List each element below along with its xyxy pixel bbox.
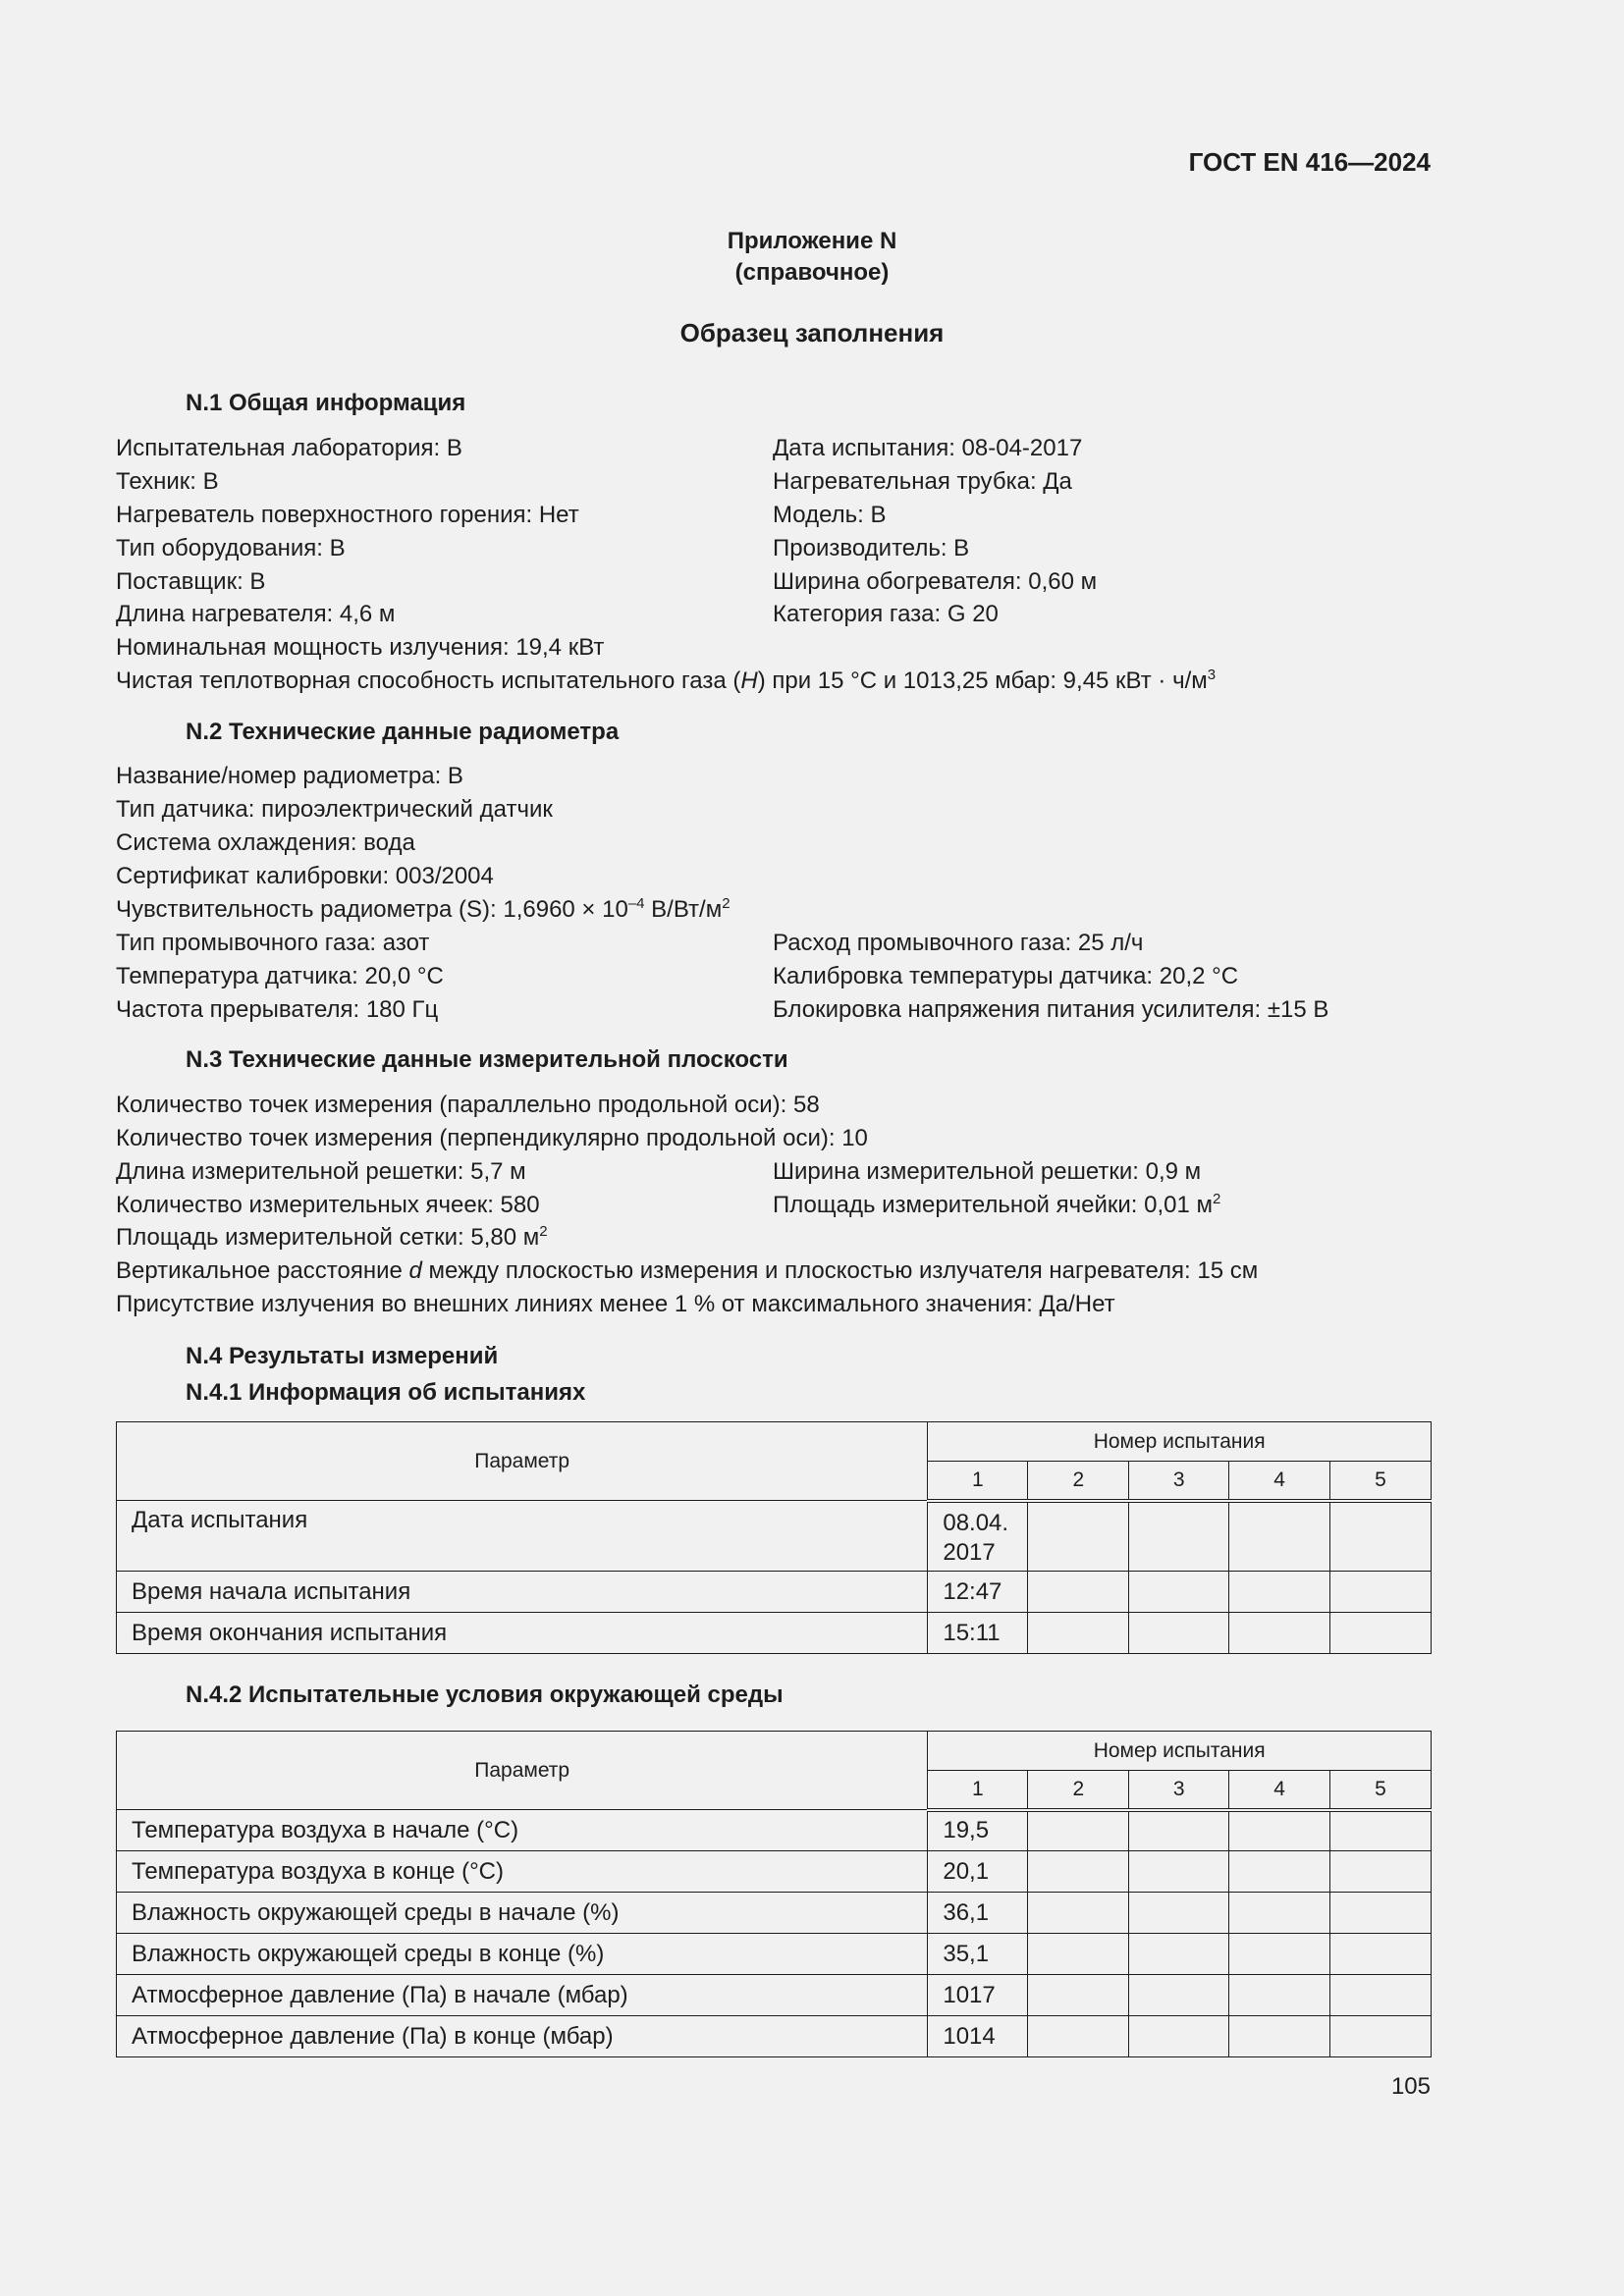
empty-cell [1129, 1501, 1229, 1572]
empty-cell [1229, 1893, 1330, 1934]
field-calibration-certificate: Сертификат калибровки: 003/2004 [116, 863, 494, 889]
field-radiometer-name: Название/номер радиометра: В [116, 763, 463, 789]
row-label: Температура воздуха в конце (°С) [117, 1851, 928, 1893]
cell-value: 08.04. 2017 [928, 1501, 1028, 1572]
cell-value: 12:47 [928, 1572, 1028, 1613]
table-row [117, 1851, 1432, 1893]
cell-value: 36,1 [928, 1893, 1028, 1934]
col-header: 3 [1129, 1462, 1229, 1501]
empty-cell [1330, 1572, 1432, 1613]
field-cell-area: Площадь измерительной ячейки: 0,01 $м^2$ [773, 1191, 1221, 1218]
field-purge-gas: Тип промывочного газа: азот [116, 930, 430, 956]
row-label: Время начала испытания [117, 1572, 928, 1613]
empty-cell [1129, 1851, 1229, 1893]
field-sensor-temperature: Температура датчика: 20,0 °С [116, 963, 444, 989]
empty-cell [1229, 1501, 1330, 1572]
empty-cell [1129, 1613, 1229, 1654]
annex-subtitle: Образец заполнения [679, 318, 945, 347]
empty-cell [1129, 1810, 1229, 1851]
field-gas-category: Категория газа: G 20 [773, 601, 999, 627]
param-header: Параметр [117, 1422, 928, 1501]
empty-cell [1028, 2016, 1129, 2057]
page-number: 105 [1390, 2073, 1431, 2100]
col-header: 5 [1330, 1462, 1432, 1501]
empty-cell [1028, 1851, 1129, 1893]
subsection-heading-n42: N.4.2 Испытательные условия окружающей среды [186, 1682, 784, 1708]
empty-cell [1028, 1613, 1129, 1654]
empty-cell [1330, 2016, 1432, 2057]
table-row [117, 1893, 1432, 1934]
row-label: Влажность окружающей среды в конце (%) [117, 1934, 928, 1975]
row-label: Температура воздуха в начале (°С) [117, 1810, 928, 1851]
field-purge-flow: Расход промывочного газа: 25 л/ч [773, 930, 1144, 956]
empty-cell [1229, 1975, 1330, 2016]
field-heater-length: Длина нагревателя: 4,6 м [116, 601, 396, 627]
col-header: 1 [928, 1771, 1028, 1810]
empty-cell [1229, 1572, 1330, 1613]
field-technician: Техник: В [116, 468, 219, 495]
section-heading-n3: N.3 Технические данные измерительной плоскости [186, 1046, 788, 1073]
subsection-heading-n41: N.4.1 Информация об испытаниях [186, 1379, 586, 1406]
field-grid-length: Длина измерительной решетки: 5,7 м [116, 1158, 526, 1185]
table-row [117, 1810, 1432, 1851]
field-sensor-type: Тип датчика: пироэлектрический датчик [116, 796, 553, 823]
row-label: Время окончания испытания [117, 1613, 928, 1654]
field-nominal-power: Номинальная мощность излучения: 19,4 кВт [116, 634, 605, 661]
annex-kind: (справочное) [734, 259, 890, 286]
field-test-date: Дата испытания: 08-04-2017 [773, 435, 1083, 461]
field-temperature-calibration: Калибровка температуры датчика: 20,2 °С [773, 963, 1239, 989]
table-row [117, 1613, 1432, 1654]
section-heading-n2: N.2 Технические данные радиометра [186, 719, 620, 745]
empty-cell [1229, 1810, 1330, 1851]
empty-cell [1028, 1810, 1129, 1851]
cell-value: 15:11 [928, 1613, 1028, 1654]
table-row [117, 1934, 1432, 1975]
empty-cell [1129, 2016, 1229, 2057]
table-row [117, 1975, 1432, 2016]
cell-value: 35,1 [928, 1934, 1028, 1975]
col-header: 4 [1229, 1771, 1330, 1810]
standard-number: ГОСТ EN 416—2024 [1188, 147, 1431, 177]
empty-cell [1229, 1613, 1330, 1654]
field-cell-count: Количество измерительных ячеек: 580 [116, 1192, 540, 1218]
annex-heading [0, 226, 1624, 289]
test-info-table [116, 1421, 1432, 1654]
empty-cell [1229, 1851, 1330, 1893]
empty-cell [1129, 1572, 1229, 1613]
test-number-header: Номер испытания [928, 1732, 1432, 1771]
empty-cell [1330, 1810, 1432, 1851]
cell-value: 19,5 [928, 1810, 1028, 1851]
field-voltage-lock: Блокировка напряжения питания усилителя: ±15 В [773, 996, 1329, 1023]
field-surface-heater: Нагреватель поверхностного горения: Нет [116, 502, 579, 528]
empty-cell [1330, 1934, 1432, 1975]
col-header: 4 [1229, 1462, 1330, 1501]
field-calorific-value: Чистая теплотворная способность испытательного газа (H) при 15 °C и 1013,25 мбар: 9,45 кВт · $ч/м^3$ [116, 667, 1217, 694]
row-label: Атмосферное давление (Па) в начале (мбар) [117, 1975, 928, 2016]
field-manufacturer: Производитель: В [773, 535, 970, 561]
field-model: Модель: В [773, 502, 887, 528]
field-grid-area: Площадь измерительной сетки: 5,80 $м^2$ [116, 1223, 548, 1251]
empty-cell [1129, 1975, 1229, 2016]
cell-value: 20,1 [928, 1851, 1028, 1893]
empty-cell [1028, 1572, 1129, 1613]
table-row [117, 1501, 1432, 1572]
field-heater-width: Ширина обогревателя: 0,60 м [773, 568, 1098, 595]
empty-cell [1229, 1934, 1330, 1975]
row-label: Дата испытания [117, 1501, 928, 1572]
empty-cell [1028, 1934, 1129, 1975]
empty-cell [1330, 1893, 1432, 1934]
empty-cell [1229, 2016, 1330, 2057]
field-points-perpendicular: Количество точек измерения (перпендикулярно продольной оси): 10 [116, 1125, 868, 1151]
field-radiation-presence: Присутствие излучения во внешних линиях менее 1 % от максимального значения: Да/Нет [116, 1291, 1115, 1317]
field-cooling-system: Система охлаждения: вода [116, 829, 415, 856]
row-label: Атмосферное давление (Па) в конце (мбар) [117, 2016, 928, 2057]
field-equipment-type: Тип оборудования: В [116, 535, 346, 561]
col-header: 5 [1330, 1771, 1432, 1810]
field-sensitivity: Чувствительность радиометра (S): $1,6960 \times 10^{-4}$ $В/Вт/м^2$ [116, 895, 731, 923]
col-header: 2 [1028, 1462, 1129, 1501]
field-lab: Испытательная лаборатория: В [116, 435, 462, 461]
empty-cell [1129, 1893, 1229, 1934]
empty-cell [1330, 1501, 1432, 1572]
annex-title: Приложение N [727, 228, 897, 254]
table-row [117, 2016, 1432, 2057]
empty-cell [1330, 1975, 1432, 2016]
field-grid-width: Ширина измерительной решетки: 0,9 м [773, 1158, 1202, 1185]
param-header: Параметр [117, 1732, 928, 1810]
field-supplier: Поставщик: В [116, 568, 266, 595]
empty-cell [1028, 1893, 1129, 1934]
field-vertical-distance: Вертикальное расстояние d между плоскостью измерения и плоскостью излучателя нагревателя: 15 см [116, 1257, 1259, 1284]
col-header: 2 [1028, 1771, 1129, 1810]
field-points-parallel: Количество точек измерения (параллельно продольной оси): 58 [116, 1092, 820, 1118]
empty-cell [1028, 1975, 1129, 2016]
section-heading-n1: N.1 Общая информация [186, 390, 466, 416]
section-heading-n4: N.4 Результаты измерений [186, 1343, 499, 1369]
col-header: 3 [1129, 1771, 1229, 1810]
row-label: Влажность окружающей среды в начале (%) [117, 1893, 928, 1934]
empty-cell [1330, 1851, 1432, 1893]
col-header: 1 [928, 1462, 1028, 1501]
empty-cell [1330, 1613, 1432, 1654]
test-number-header: Номер испытания [928, 1422, 1432, 1462]
empty-cell [1129, 1934, 1229, 1975]
table-row [117, 1572, 1432, 1613]
ambient-conditions-table [116, 1731, 1432, 2057]
empty-cell [1028, 1501, 1129, 1572]
cell-value: 1017 [928, 1975, 1028, 2016]
field-chopper-frequency: Частота прерывателя: 180 Гц [116, 996, 439, 1023]
field-heating-tube: Нагревательная трубка: Да [773, 468, 1072, 495]
cell-value: 1014 [928, 2016, 1028, 2057]
